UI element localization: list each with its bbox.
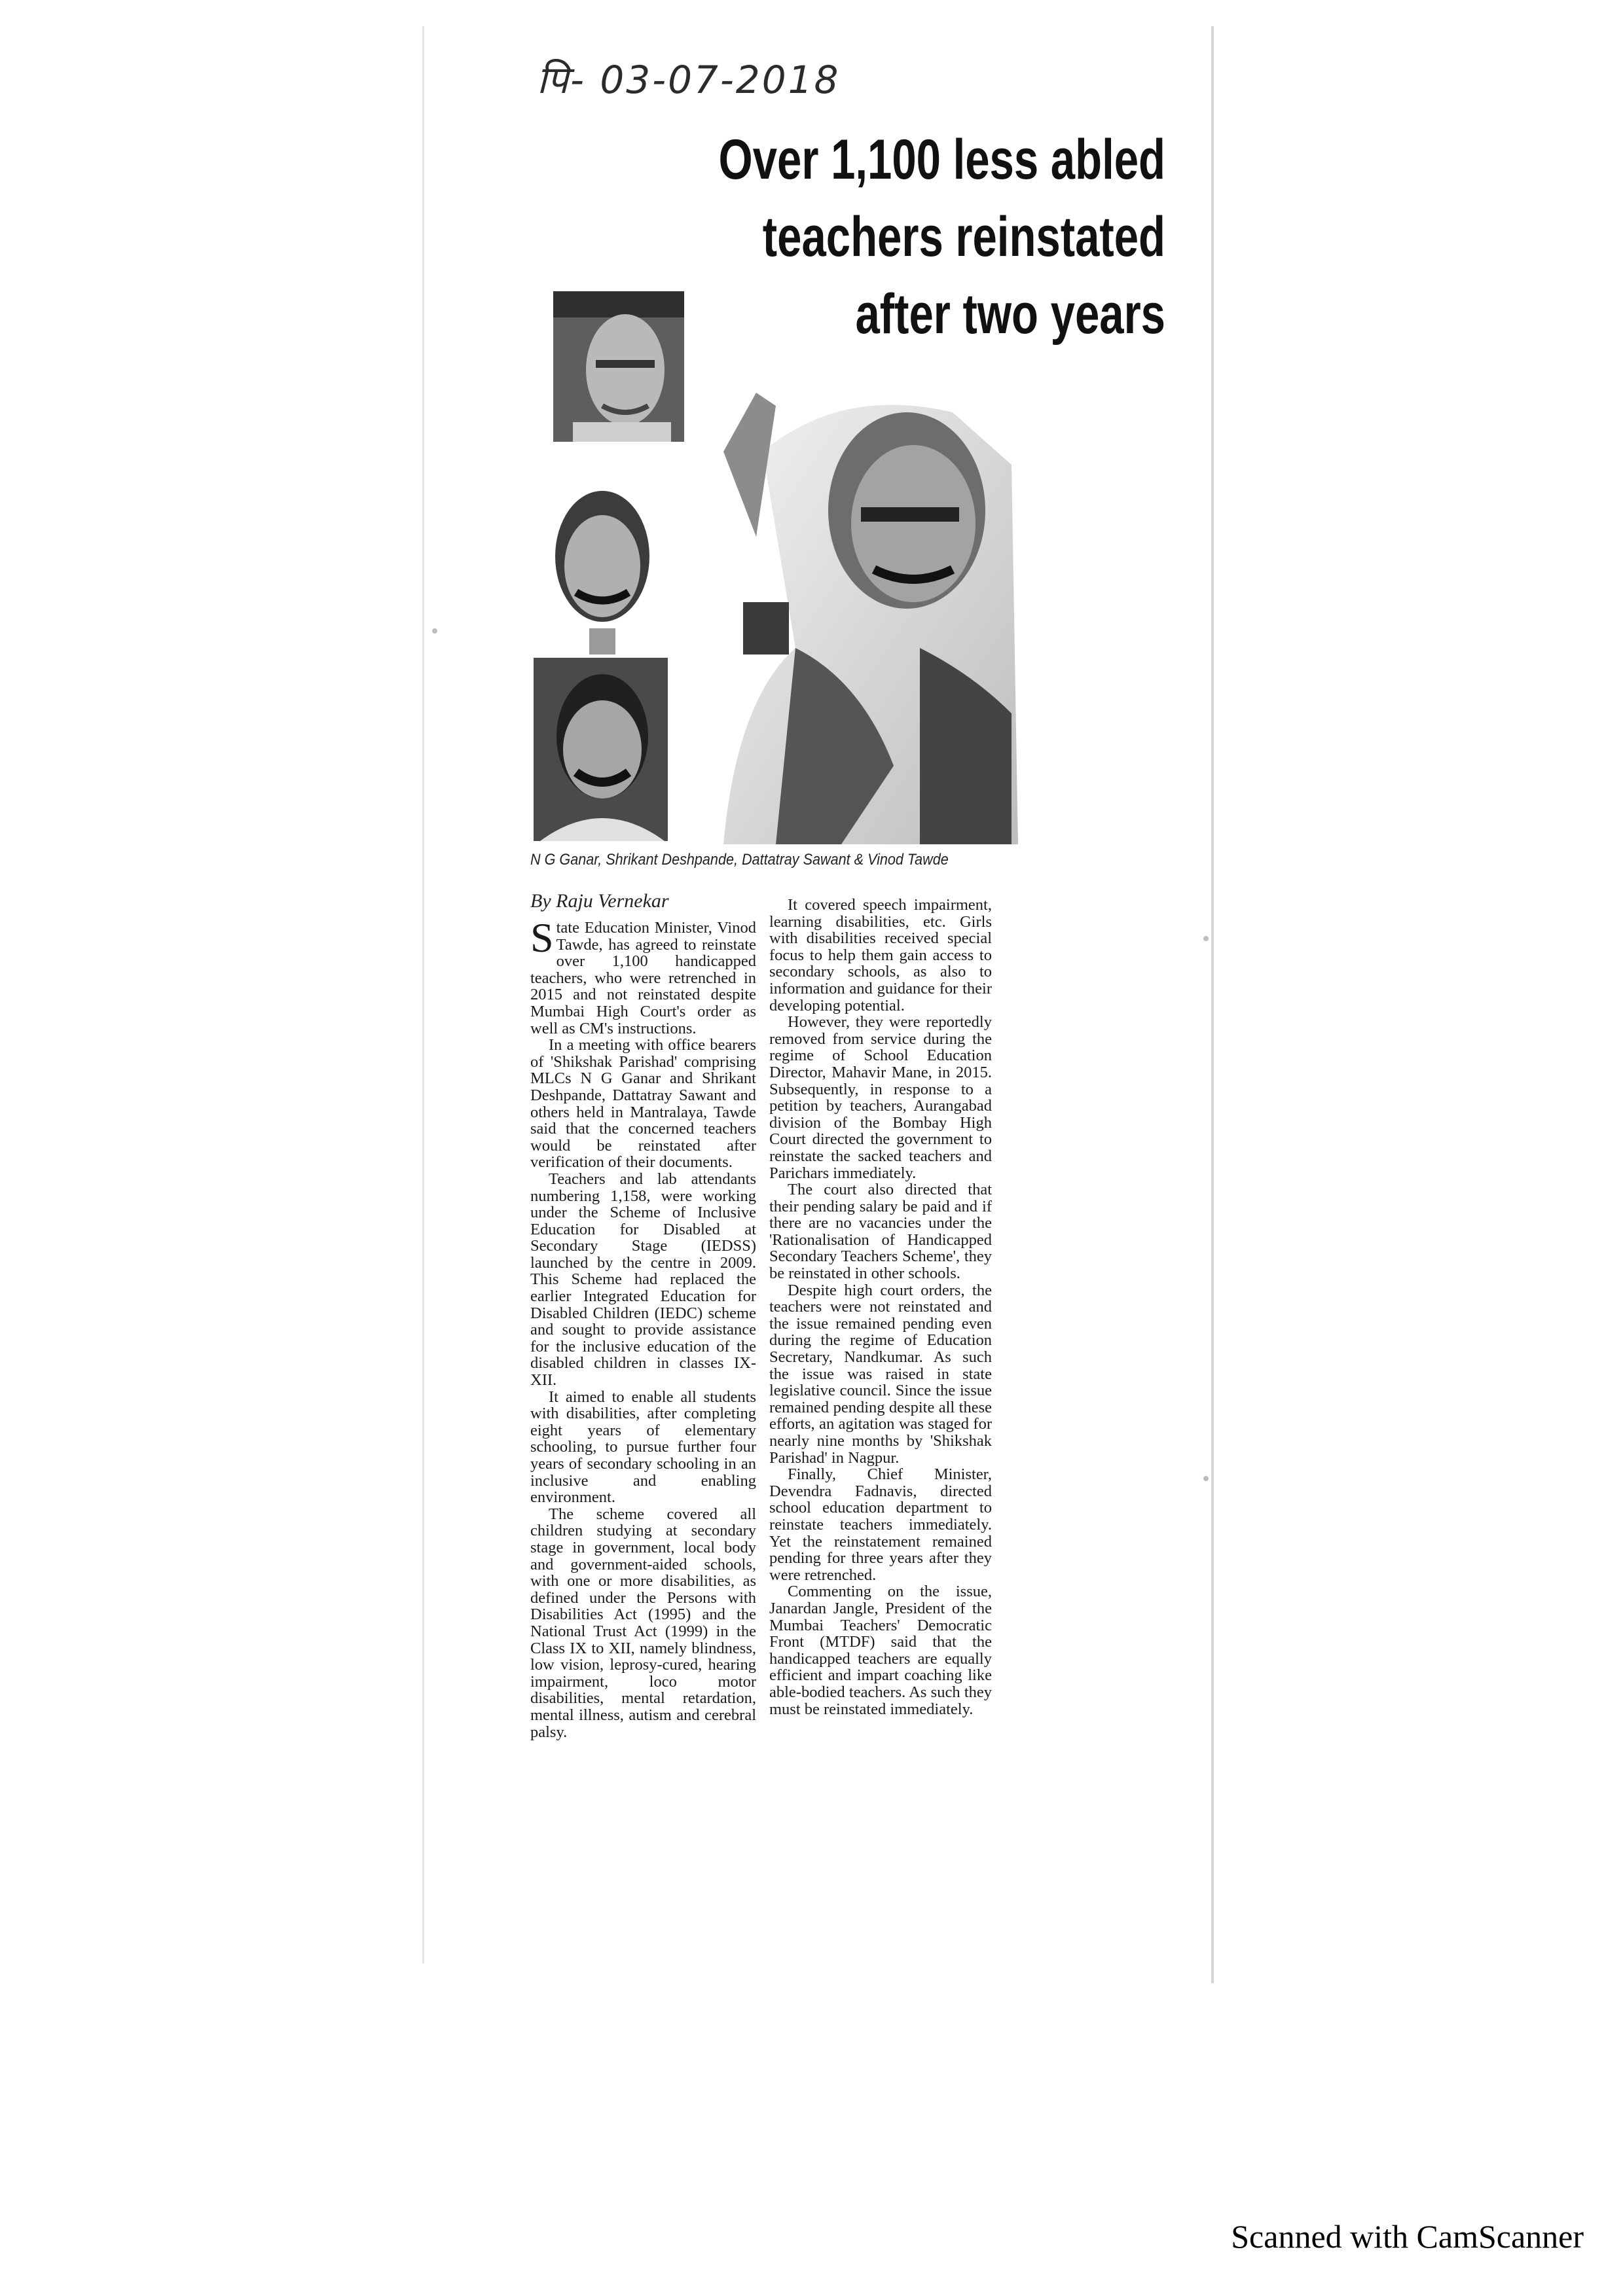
article-paragraph: Commenting on the issue, Janardan Jangle, President of the Mumbai Teachers' Democratic Front (MTDF) said that the handicapped teachers are equally efficient and impart coaching like able-bodied teachers. As such they must be reinstated immediately. — [769, 1583, 992, 1718]
photo-n-g-ganar — [553, 291, 684, 442]
scan-edge-right — [1211, 26, 1214, 1983]
scan-dot — [1203, 936, 1209, 941]
article-paragraph — [530, 914, 756, 1037]
scan-dot — [432, 628, 437, 634]
article-paragraph: Teachers and lab attendants numbering 1,158, were working under the Scheme of Inclusive Education for Disabled at Secondary Stage (IEDSS) launched by the centre in 2009. This Scheme had replaced the earlier Integrated Education for Disabled Children (IEDC) scheme and sought to provide assistance for the inclusive education of the disabled children in classes IX-XII. — [530, 1170, 756, 1390]
article-paragraph: It aimed to enable all students with disabilities, after completing eight years of elementary schooling, to pursue further four years of secondary schooling in an inclusive and enabling environment. — [530, 1388, 756, 1507]
article-column-left — [530, 914, 756, 1741]
scan-edge-left — [422, 26, 424, 1964]
photo-caption: N G Ganar, Shrikant Deshpande, Dattatray Sawant & Vinod Tawde — [530, 851, 949, 869]
article-paragraph: However, they were reportedly removed from service during the regime of School Education Director, Mahavir Mane, in 2015. Subsequently, in response to a petition by teachers, Aurangabad division of the Bombay High Court directed the government to reinstate the sacked teachers and Parichars immediately. — [769, 1013, 992, 1182]
headline — [706, 121, 1165, 353]
article-paragraph: In a meeting with office bearers of 'Shikshak Parishad' comprising MLCs N G Ganar and Shrikant Deshpande, Dattatray Sawant and others held in Mantralaya, Tawde said that the concerned teachers would be reinstated after verification of their documents. — [530, 1036, 756, 1172]
drop-cap: S — [530, 914, 554, 961]
camscanner-watermark: Scanned with CamScanner — [1231, 2218, 1584, 2255]
byline: By Raju Vernekar — [530, 890, 669, 912]
article-paragraph: It covered speech impairment, learning disabilities, etc. Girls with disabilities received special focus to help them gain access to secondary schools, as also to information and guidance for their developing potential. — [769, 896, 992, 1014]
article-paragraph: Despite high court orders, the teachers were not reinstated and the issue remained pending even during the regime of Education Secretary, Nandkumar. As such the issue was raised in state legislative council. Since the issue remained pending despite all these efforts, an agitation was staged for nearly nine months by 'Shikshak Parishad' in Nagpur. — [769, 1281, 992, 1467]
photo-shrikant-deshpande — [530, 478, 668, 687]
article-paragraph: Finally, Chief Minister, Devendra Fadnavis, directed school education department to reinstate teachers immediately. Yet the reinstatement remained pending for three years after they were retrenched. — [769, 1465, 992, 1584]
article-column-right — [769, 897, 992, 1717]
handwritten-date: पि- 03-07-2018 — [537, 58, 841, 102]
article-paragraph: The scheme covered all children studying at secondary stage in government, local body and government-aided schools, with one or more disabilities, as defined under the Persons with Disabilities Act (1995) and the National Trust Act (1999) in the Class IX to XII, namely blindness, low vision, leprosy-cured, hearing impairment, loco motor disabilities, mental retardation, mental illness, autism and cerebral palsy. — [530, 1505, 756, 1741]
photo-vinod-tawde — [645, 373, 1025, 844]
newspaper-clipping — [481, 46, 1185, 1937]
headline-line: Over 1,100 less abled — [718, 128, 1165, 191]
headline-line: teachers reinstated — [762, 206, 1165, 268]
scan-dot — [1203, 1476, 1209, 1481]
paragraph-text: tate Education Minister, Vinod Tawde, has agreed to reinstate over 1,100 handicapped teachers, who were retrenched in 2015 and not reinstated despite Mumbai High Court's order as well as CM's instructions. — [530, 919, 756, 1037]
headline-line: after two years — [855, 283, 1165, 346]
article-paragraph: The court also directed that their pending salary be paid and if there are no vacancies under the 'Rationalisation of Handicapped Secondary Teachers Scheme', they be reinstated in other schools. — [769, 1181, 992, 1283]
photo-dattatray-sawant — [534, 658, 668, 841]
